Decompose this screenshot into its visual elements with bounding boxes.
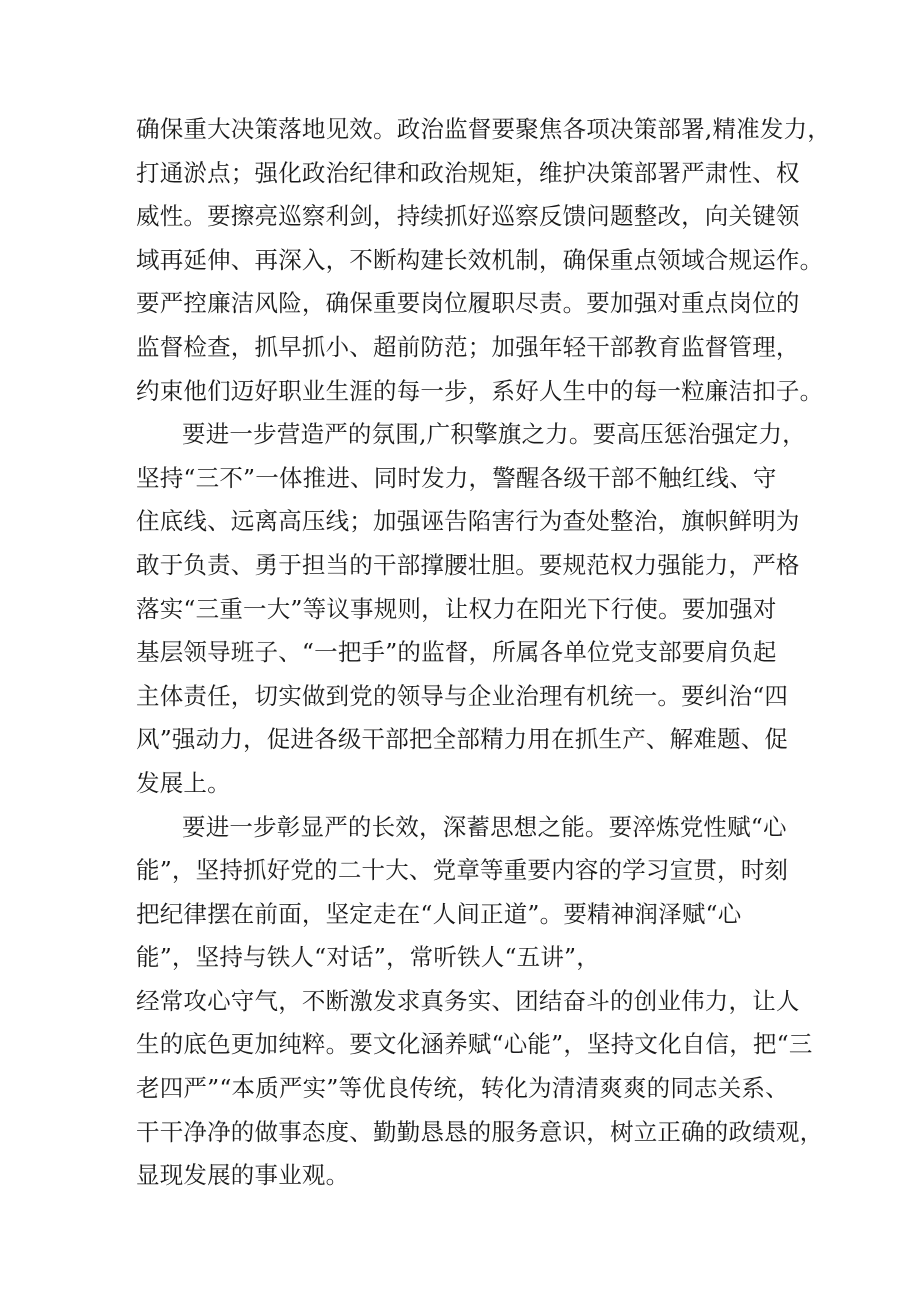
text-line: 域再延伸、再深入，不断构建长效机制，确保重点领域合规运作。 xyxy=(136,245,824,274)
text-line: 要进一步彰显严的长效，深蓄思想之能。要淬炼党性赋“心 xyxy=(182,812,787,841)
text-line: 干干净净的做事态度、勤勤恳恳的服务意识，树立正确的政绩观， xyxy=(136,1117,824,1146)
text-line: 能”，坚持抓好党的二十大、党章等重要内容的学习宣贯，时刻 xyxy=(136,856,789,885)
text-line: 敢于负责、勇于担当的干部撑腰壮胆。要规范权力强能力，严格 xyxy=(136,550,800,579)
text-line: 要严控廉洁风险，确保重要岗位履职尽责。要加强对重点岗位的 xyxy=(136,289,800,318)
text-line: 把纪律摆在前面，坚定走在“人间正道”。要精神润泽赋“心 xyxy=(136,899,742,928)
text-line: 约束他们迈好职业生涯的每一步，系好人生中的每一粒廉洁扣子。 xyxy=(136,376,824,405)
text-line: 落实“三重一大”等议事规则，让权力在阳光下行使。要加强对 xyxy=(136,594,777,623)
text-line: 打通淤点；强化政治纪律和政治规矩，维护决策部署严肃性、权 xyxy=(136,158,800,187)
text-line: 老四严”“本质严实”等优良传统，转化为清清爽爽的同志关系、 xyxy=(136,1074,789,1103)
text-line: 坚持“三不”一体推进、同时发力，警醒各级干部不触红线、守 xyxy=(136,463,777,492)
document-body xyxy=(136,108,831,1198)
text-line: 发展上。 xyxy=(136,768,231,797)
text-line: 经常攻心守气，不断激发求真务实、团结奋斗的创业伟力，让人 xyxy=(136,986,800,1015)
text-line: 风”强动力，促进各级干部把全部精力用在抓生产、解难题、促 xyxy=(136,725,789,754)
text-line: 确保重大决策落地见效。政治监督要聚焦各项决策部署,精准发力， xyxy=(136,115,831,143)
text-line: 基层领导班子、“一把手”的监督，所属各单位党支部要肩负起 xyxy=(136,638,777,667)
text-line: 监督检查，抓早抓小、超前防范；加强年轻干部教育监督管理， xyxy=(136,332,800,361)
text-line: 住底线、远离高压线；加强诬告陷害行为查处整治，旗帜鲜明为 xyxy=(136,507,800,536)
text-line: 威性。要擦亮巡察利剑，持续抓好巡察反馈问题整改，向关键领 xyxy=(136,202,800,231)
text-line: 主体责任，切实做到党的领导与企业治理有机统一。要纠治“四 xyxy=(136,681,789,710)
text-line: 能”，坚持与铁人“对话”，常听铁人“五讲”， xyxy=(136,943,600,972)
text-line: 要进一步营造严的氛围,广积擎旗之力。要高压惩治强定力， xyxy=(182,420,806,449)
text-line: 生的底色更加纯粹。要文化涵养赋“心能”，坚持文化自信，把“三 xyxy=(136,1030,813,1059)
text-line: 显现发展的事业观。 xyxy=(136,1161,350,1190)
